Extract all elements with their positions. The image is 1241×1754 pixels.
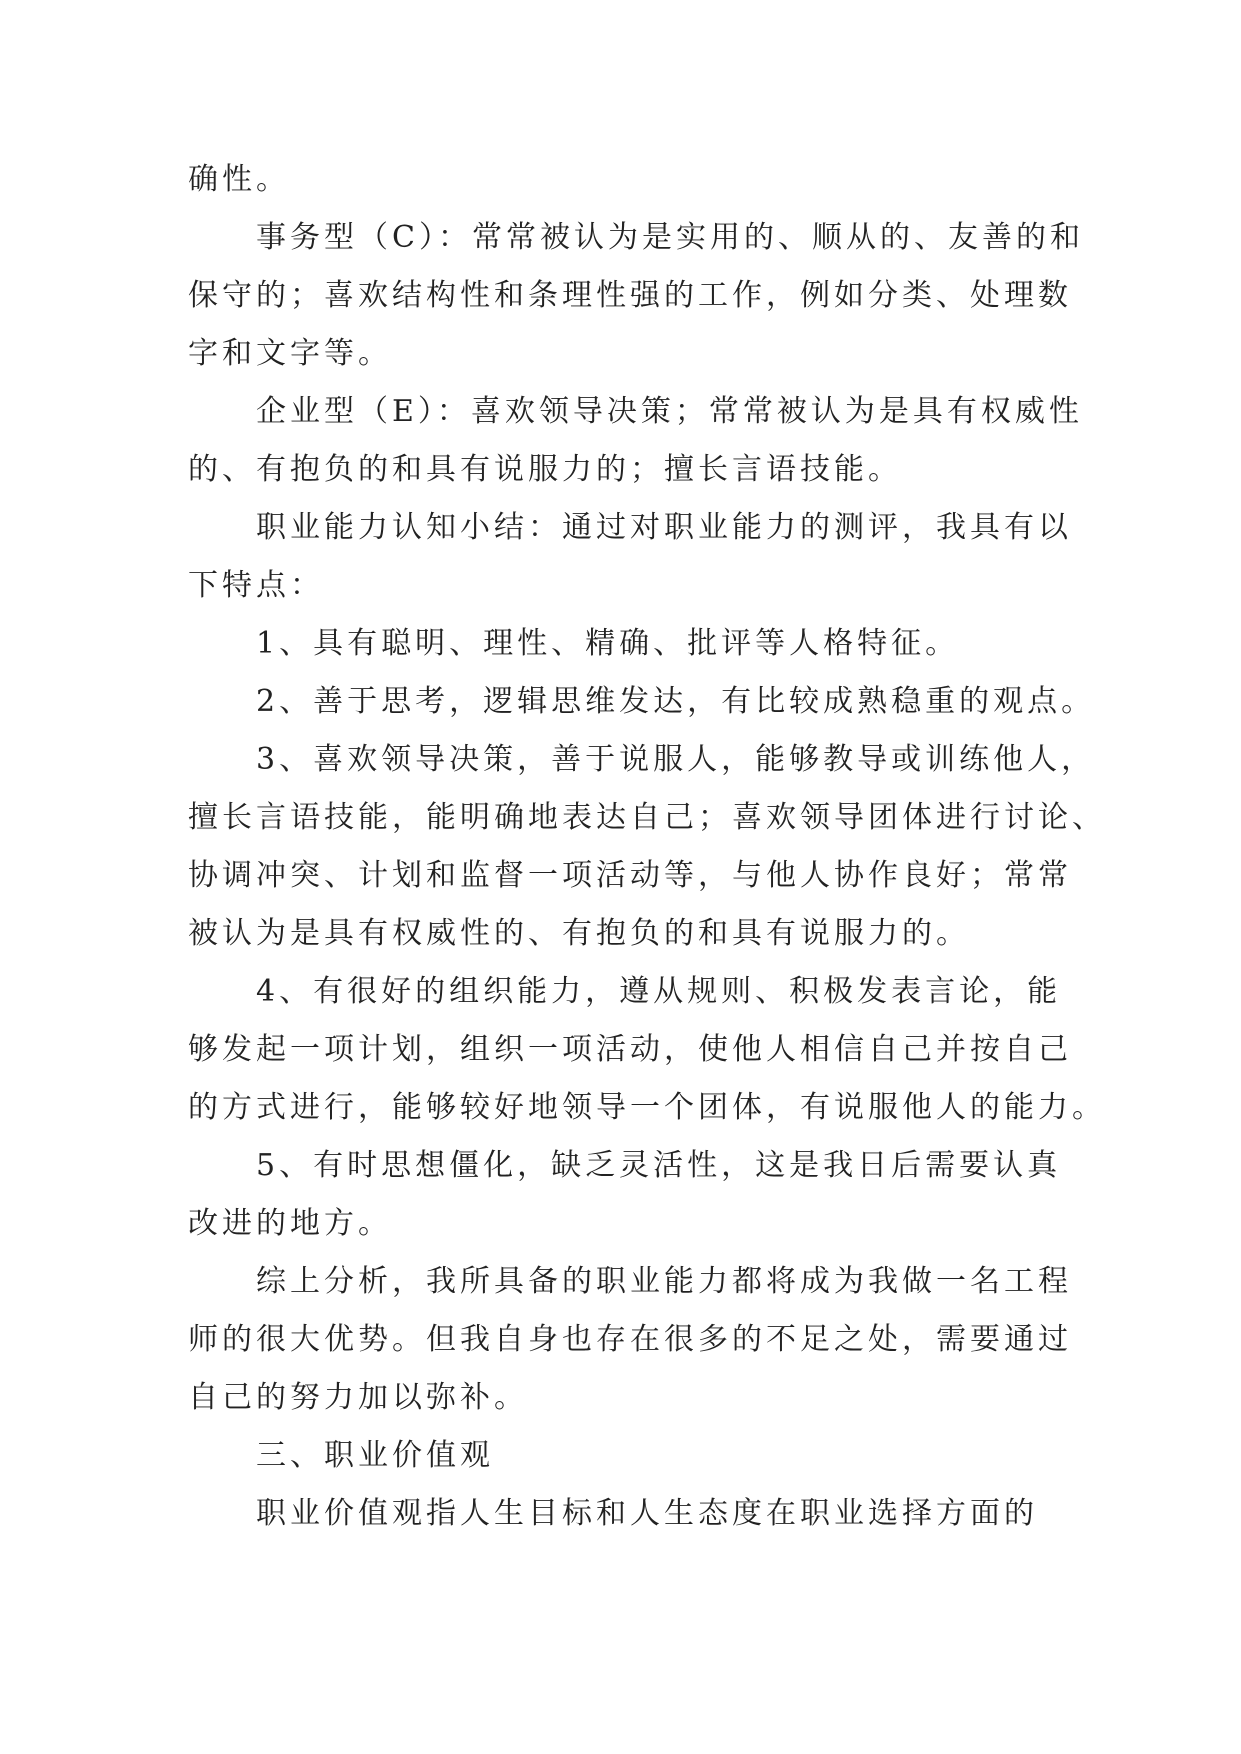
text-line: 保守的；喜欢结构性和条理性强的工作，例如分类、处理数 — [188, 278, 1072, 313]
text-line: 下特点： — [188, 568, 324, 603]
text-line: 2、善于思考，逻辑思维发达，有比较成熟稳重的观点。 — [256, 684, 1096, 719]
text-line: 师的很大优势。但我自身也存在很多的不足之处，需要通过 — [188, 1322, 1072, 1357]
text-line: 确性。 — [188, 162, 290, 197]
text-line: 职业能力认知小结：通过对职业能力的测评，我具有以 — [256, 510, 1072, 545]
text-line: 4、有很好的组织能力，遵从规则、积极发表言论，能 — [256, 974, 1062, 1009]
text-line: 综上分析，我所具备的职业能力都将成为我做一名工程 — [256, 1264, 1072, 1299]
text-line: 自己的努力加以弥补。 — [188, 1380, 528, 1415]
text-line: 1、具有聪明、理性、精确、批评等人格特征。 — [256, 626, 960, 661]
text-line: 事务型（C）：常常被认为是实用的、顺从的、友善的和 — [256, 220, 1084, 255]
text-line: 的、有抱负的和具有说服力的；擅长言语技能。 — [188, 452, 902, 487]
text-line: 被认为是具有权威性的、有抱负的和具有说服力的。 — [188, 916, 970, 951]
text-line: 的方式进行，能够较好地领导一个团体，有说服他人的能力。 — [188, 1090, 1106, 1125]
text-line: 擅长言语技能，能明确地表达自己；喜欢领导团体进行讨论、 — [188, 800, 1106, 835]
text-line: 5、有时思想僵化，缺乏灵活性，这是我日后需要认真 — [256, 1148, 1062, 1183]
text-line: 字和文字等。 — [188, 336, 392, 371]
text-line: 协调冲突、计划和监督一项活动等，与他人协作良好；常常 — [188, 858, 1072, 893]
text-line: 改进的地方。 — [188, 1206, 392, 1241]
text-line: 够发起一项计划，组织一项活动，使他人相信自己并按自己 — [188, 1032, 1072, 1067]
section-heading: 三、职业价值观 — [256, 1438, 494, 1473]
text-line: 企业型（E）：喜欢领导决策；常常被认为是具有权威性 — [256, 394, 1083, 429]
text-line: 3、喜欢领导决策，善于说服人，能够教导或训练他人， — [256, 742, 1096, 777]
text-line: 职业价值观指人生目标和人生态度在职业选择方面的 — [256, 1496, 1038, 1531]
